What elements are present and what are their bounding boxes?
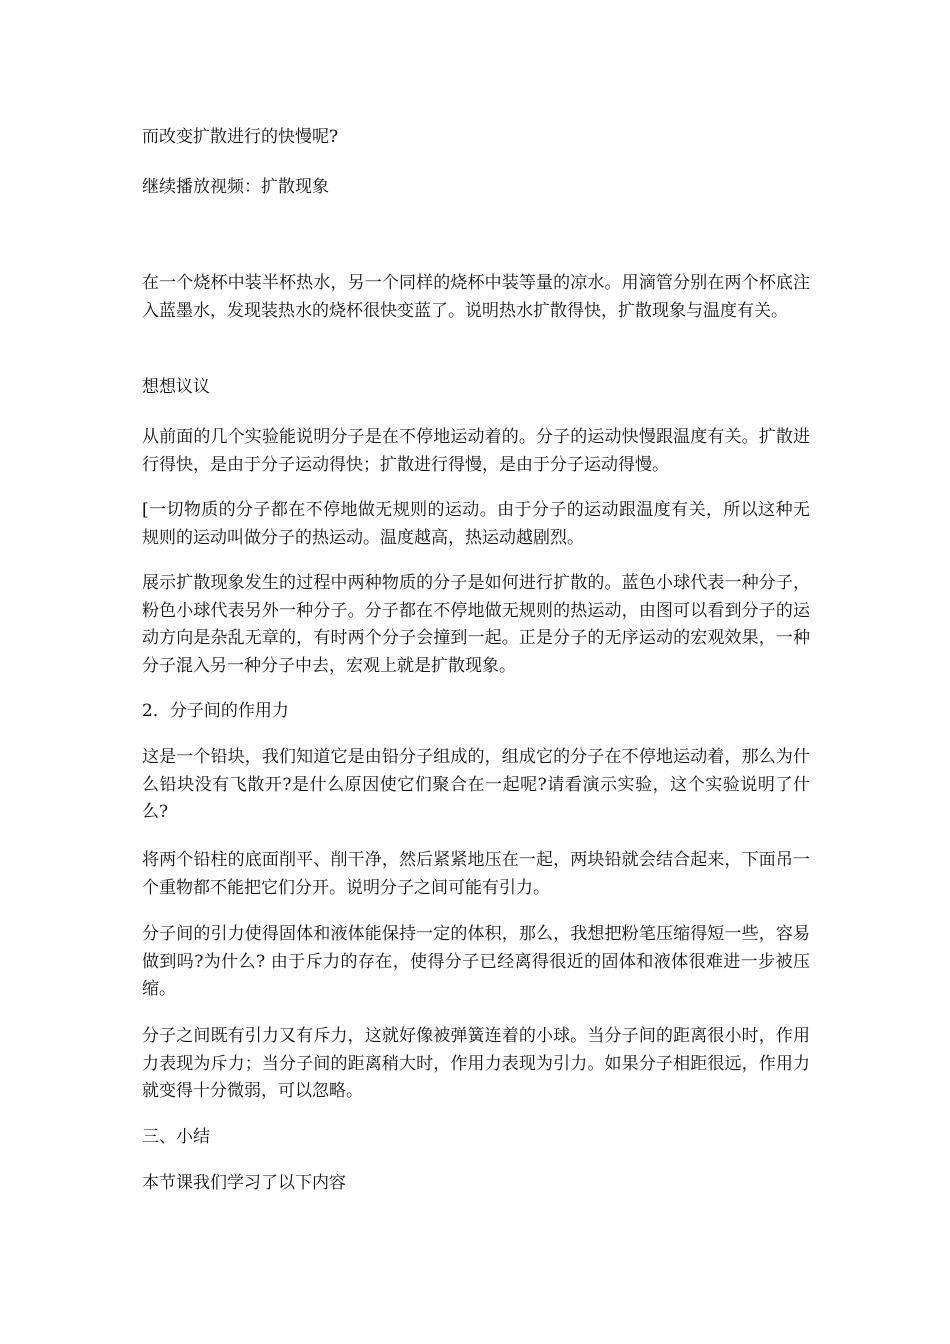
paragraph-section-heading-forces: 2．分子间的作用力: [142, 701, 289, 721]
paragraph-repulsion: 分子间的引力使得固体和液体能保持一定的体积，那么，我想把粉笔压缩得短一些，容易做到吗?为什么? 由于斥力的存在，使得分子已经离得很近的固体和液体很难进一步被压缩。: [142, 924, 810, 999]
paragraph-beaker-experiment: 在一个烧杯中装半杯热水，另一个同样的烧杯中装等量的凉水。用滴管分别在两个杯底注入蓝墨水，发现装热水的烧杯很快变蓝了。说明热水扩散得快，扩散现象与温度有关。: [142, 273, 810, 321]
paragraph-experiment-conclusion: 从前面的几个实验能说明分子是在不停地运动着的。分子的运动快慢跟温度有关。扩散进行得快，是由于分子运动得快；扩散进行得慢，是由于分子运动得慢。: [142, 427, 810, 475]
paragraph-intro-question: 而改变扩散进行的快慢呢?: [142, 127, 339, 147]
paragraph-diffusion-demo: 展示扩散现象发生的过程中两种物质的分子是如何进行扩散的。蓝色小球代表一种分子，粉色小球代表另外一种分子。分子都在不停地做无规则的热运动，由图可以看到分子的运动方向是杂乱无章的，有时两个分子会撞到一起。正是分子的无序运动的宏观效果，一种分子混入另一种分子中去，宏观上就是扩散现象。: [142, 573, 810, 676]
paragraph-thermal-motion: [一切物质的分子都在不停地做无规则的运动。由于分子的运动跟温度有关，所以这种无规则的运动叫做分子的热运动。温度越高，热运动越剧烈。: [142, 500, 810, 548]
paragraph-discussion-heading: 想想议议: [142, 377, 210, 397]
paragraph-spring-analogy: 分子之间既有引力又有斥力，这就好像被弹簧连着的小球。当分子间的距离很小时，作用力表现为斥力；当分子间的距离稍大时，作用力表现为引力。如果分子相距很远，作用力就变得十分微弱，可以忽略。: [142, 1026, 810, 1101]
paragraph-lead-cylinders: 将两个铅柱的底面削平、削干净，然后紧紧地压在一起，两块铅就会结合起来，下面吊一个重物都不能把它们分开。说明分子之间可能有引力。: [142, 850, 810, 898]
paragraph-summary-intro: 本节课我们学习了以下内容: [142, 1173, 346, 1193]
paragraph-summary-heading: 三、小结: [142, 1127, 210, 1147]
paragraph-video-note: 继续播放视频：扩散现象: [142, 177, 329, 197]
paragraph-lead-block: 这是一个铅块，我们知道它是由铅分子组成的，组成它的分子在不停地运动着，那么为什么铅块没有飞散开?是什么原因使它们聚合在一起呢?请看演示实验，这个实验说明了什么?: [142, 747, 810, 822]
